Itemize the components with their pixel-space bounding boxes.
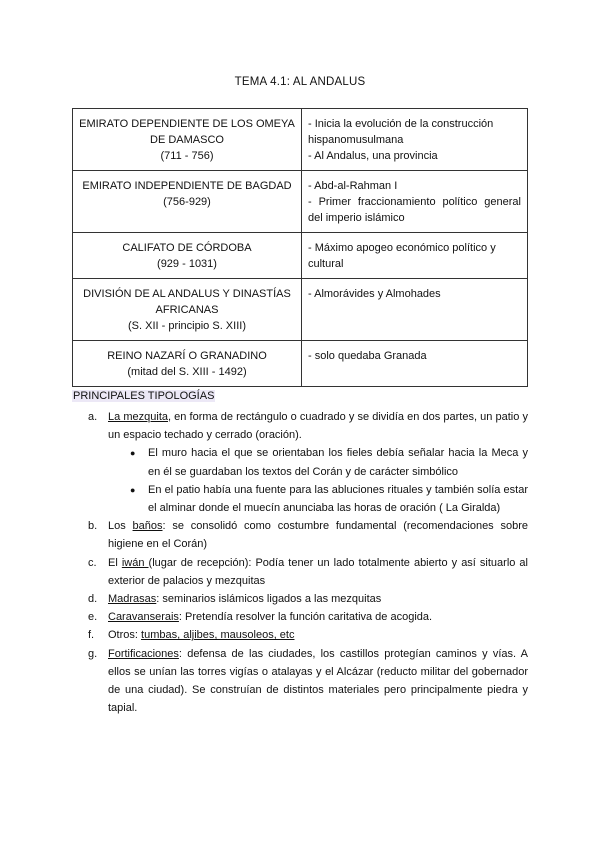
item-prefix: Los bbox=[108, 520, 133, 533]
item-text: : seminarios islámicos ligados a las mezquitas bbox=[156, 593, 382, 606]
list-marker: g. bbox=[88, 647, 98, 660]
description-cell bbox=[302, 171, 528, 233]
document-title: TEMA 4.1: AL ANDALUS bbox=[234, 76, 366, 88]
list-item-fortificaciones bbox=[72, 645, 528, 718]
item-term: iwán bbox=[121, 556, 149, 569]
description-line: - Máximo apogeo económico político y cultural bbox=[308, 242, 496, 270]
period-dates: (756-929) bbox=[163, 196, 211, 208]
description-cell bbox=[302, 109, 528, 171]
description-cell bbox=[302, 341, 528, 387]
item-prefix: El bbox=[108, 556, 122, 569]
list-item-iwan bbox=[72, 554, 528, 590]
bullet-text: El muro hacia el que se orientaban los fieles debía señalar hacia la Meca y en él se guardaban los textos del Corán y de carácter simbólico bbox=[148, 447, 528, 478]
list-item-mezquita bbox=[72, 408, 528, 444]
description-line: - Primer fraccionamiento político general del imperio islámico bbox=[308, 196, 521, 224]
description-line: - Almorávides y Almohades bbox=[308, 288, 441, 300]
item-prefix: Otros: bbox=[108, 629, 142, 642]
period-name: EMIRATO DEPENDIENTE DE LOS OMEYA DE DAMASCO bbox=[79, 118, 295, 146]
typologies-list bbox=[72, 408, 528, 717]
list-item-bullet bbox=[72, 481, 528, 517]
table-row bbox=[73, 341, 528, 387]
item-term: tumbas, aljibes, mausoleos, etc bbox=[141, 629, 295, 642]
table-row bbox=[73, 233, 528, 279]
description-line: - solo quedaba Granada bbox=[308, 350, 427, 362]
item-text: (lugar de recepción): Podía tener un lado totalmente abierto y así situarlo al exterior de palacios y mezquitas bbox=[108, 556, 528, 587]
table-row bbox=[73, 279, 528, 341]
item-text: : defensa de las ciudades, los castillos protegían caminos y vías. A ellos se unían las torres vigías o atalayas y el Alcázar (reducto militar del gobernador de una ciudad). Se construían de distintos materiales pero principalmente piedra y tapial. bbox=[108, 647, 528, 715]
period-cell bbox=[73, 341, 302, 387]
bullet-text: En el patio había una fuente para las abluciones rituales y también solía estar el alminar donde el muecín anunciaba las horas de oración ( La Giralda) bbox=[148, 483, 528, 515]
section-title: PRINCIPALES TIPOLOGÍAS bbox=[73, 390, 215, 402]
description-line: - Al Andalus, una provincia bbox=[308, 150, 438, 162]
period-cell bbox=[73, 109, 302, 171]
list-marker: c. bbox=[88, 556, 97, 569]
item-term: Caravanserais bbox=[108, 611, 179, 624]
list-item-madrasas bbox=[72, 590, 528, 608]
description-line: - Inicia la evolución de la construcción hispanomusulmana bbox=[308, 118, 494, 146]
description-cell bbox=[302, 233, 528, 279]
table-row bbox=[73, 109, 528, 171]
list-item-caravanserais bbox=[72, 608, 528, 626]
list-item-banos bbox=[72, 517, 528, 553]
period-dates: (S. XII - principio S. XIII) bbox=[128, 320, 246, 332]
period-cell bbox=[73, 171, 302, 233]
period-cell bbox=[73, 233, 302, 279]
list-marker: f. bbox=[88, 629, 95, 642]
period-dates: (mitad del S. XIII - 1492) bbox=[127, 366, 247, 378]
item-term: Madrasas bbox=[108, 593, 157, 606]
bullet-icon: ● bbox=[130, 484, 136, 495]
item-text: : Pretendía resolver la función caritativa de acogida. bbox=[178, 611, 433, 624]
list-marker: b. bbox=[88, 520, 98, 533]
period-name: CALIFATO DE CÓRDOBA bbox=[122, 242, 252, 254]
list-marker: d. bbox=[88, 593, 98, 606]
period-name: DIVISIÓN DE AL ANDALUS Y DINASTÍAS AFRICANAS bbox=[83, 288, 291, 316]
period-name: REINO NAZARÍ O GRANADINO bbox=[107, 350, 267, 362]
table-row bbox=[73, 171, 528, 233]
item-term: Fortificaciones bbox=[108, 647, 179, 660]
description-cell bbox=[302, 279, 528, 341]
list-marker: e. bbox=[88, 611, 98, 624]
list-marker: a. bbox=[88, 411, 98, 423]
period-dates: (929 - 1031) bbox=[157, 258, 217, 270]
list-item-otros bbox=[72, 626, 528, 644]
item-term: La mezquita bbox=[108, 411, 168, 423]
period-cell bbox=[73, 279, 302, 341]
period-dates: (711 - 756) bbox=[160, 150, 214, 162]
item-text: , en forma de rectángulo o cuadrado y se dividía en dos partes, un patio y un espacio techado y cerrado (oración). bbox=[108, 411, 528, 442]
bullet-icon: ● bbox=[130, 448, 136, 459]
description-line: - Abd-al-Rahman I bbox=[308, 180, 398, 192]
period-name: EMIRATO INDEPENDIENTE DE BAGDAD bbox=[82, 180, 292, 192]
periods-table bbox=[72, 108, 528, 387]
item-term: baños bbox=[132, 520, 163, 533]
item-text: : se consolidó como costumbre fundamental (recomendaciones sobre higiene en el Corán) bbox=[108, 520, 528, 551]
list-item-bullet bbox=[72, 444, 528, 480]
